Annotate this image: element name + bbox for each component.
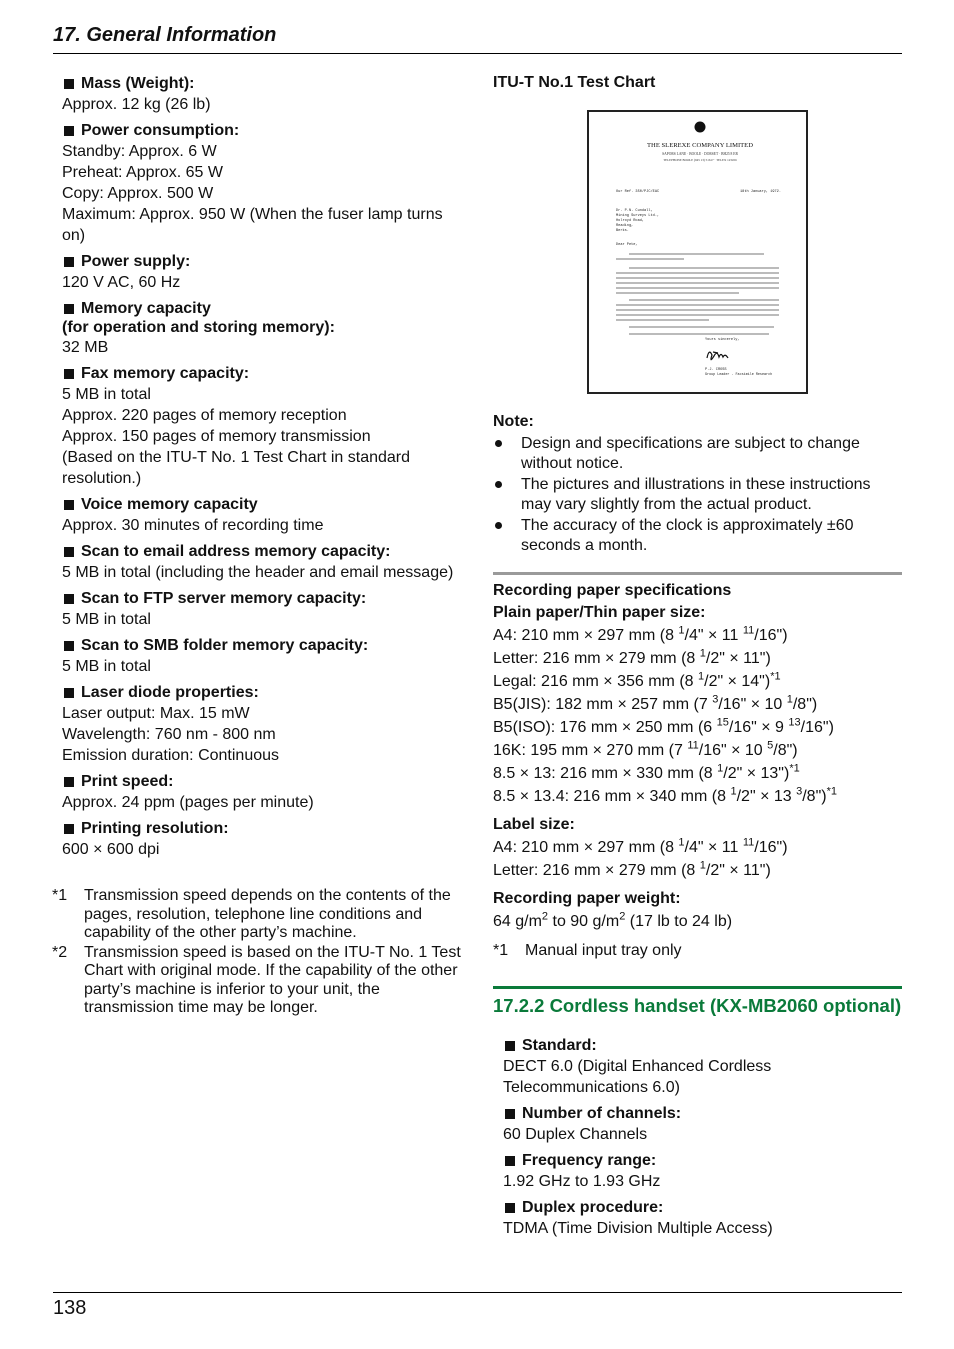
spec-value: Laser output: Max. 15 mW (62, 705, 250, 722)
spec-title-text: Fax memory capacity: (81, 365, 250, 382)
note-text: Design and specifications are subject to change without notice. (521, 435, 860, 472)
test-chart-section (493, 72, 902, 92)
spec-value: 5 MB in total (62, 611, 151, 628)
square-bullet-icon (64, 126, 74, 136)
footnote-mark: *1 (493, 942, 509, 959)
paper-weight-value: 64 $g/m^2$ to 90 $g/m^2$ (17 lb to 24 lb) (493, 910, 733, 930)
cordless-handset-section (493, 986, 902, 1245)
fraction-numerator: 1 (678, 836, 685, 849)
chart-phone: TELEPHONE BOOLE (945 13) 51617 · TELEX 123456 (663, 158, 737, 162)
spec-title-text: Duplex procedure: (522, 1199, 664, 1216)
label-size-list (493, 836, 902, 882)
fraction-numerator: 1 (730, 785, 737, 798)
page-footer (53, 1292, 902, 1321)
square-bullet-icon (505, 1041, 515, 1051)
footnote-mark: *2 (52, 943, 68, 961)
spec-title-text: Power consumption: (81, 122, 240, 139)
fraction-denominator: 8 (797, 696, 807, 713)
section-title: 17. General Information (53, 24, 277, 46)
spec-title-text: Number of channels: (522, 1105, 682, 1122)
spec-title-text: Voice memory capacity (81, 496, 258, 513)
note-title: Note: (493, 413, 534, 430)
bullet-icon (495, 522, 502, 529)
size-text: Legal: 216 mm × 356 mm (8 (493, 673, 698, 690)
spec-item (503, 1036, 902, 1098)
footnote-ref: *1 (770, 670, 781, 683)
chart-address: SAPORS LANE · BOOLE · DORSET · BH25 8 ER (662, 152, 738, 156)
fraction-numerator: 11 (687, 739, 699, 752)
fraction-denominator: 2 (708, 673, 718, 690)
recording-heading: Recording paper specifications (493, 582, 732, 599)
fraction-numerator: 15 (716, 716, 729, 729)
paper-size-row: B5(JIS): 182 mm × 257 mm (7 $^3$/16" × 10 $^1$/8") (493, 693, 818, 713)
note-text: The accuracy of the clock is approximately ±60 seconds a month. (521, 517, 854, 554)
paper-size-row: A4: 210 mm × 297 mm (8 $^1$/4" × 11 $^{11}$/16") (493, 836, 788, 856)
fraction-numerator: 3 (712, 693, 719, 706)
chart-company: THE SLEREXE COMPANY LIMITED (647, 142, 753, 149)
size-text: " × 14") (717, 673, 771, 690)
plain-paper-heading: Plain paper/Thin paper size: (493, 604, 706, 621)
footnote-text: Manual input tray only (525, 942, 682, 959)
fraction-numerator: 5 (767, 739, 774, 752)
logo-icon (695, 122, 706, 133)
size-text: 8.5 × 13.4: 216 mm × 340 mm (8 (493, 788, 731, 805)
spec-item (62, 364, 462, 489)
size-text: 16K: 195 mm × 270 mm (7 (493, 742, 688, 759)
chart-our-ref: Our Ref. 350/PJC/EAC (616, 190, 660, 194)
fraction-numerator: 1 (678, 624, 685, 637)
footnote-text: Transmission speed depends on the contents of the pages, resolution, telephone line conditions and capability of the other party’s machine. (84, 887, 451, 941)
spec-title (62, 683, 462, 702)
spec-title (62, 121, 462, 140)
fraction-numerator: 1 (786, 693, 793, 706)
spec-value: Approx. 220 pages of memory reception (62, 407, 347, 424)
paper-size-row: 8.5 × 13: 216 mm × 330 mm (8 $^1$/2" × 13")$^{*1}$ (493, 762, 800, 782)
spec-title (503, 1036, 902, 1055)
square-bullet-icon (64, 688, 74, 698)
fraction-denominator: 16 (703, 742, 721, 759)
paper-size-row: 8.5 × 13.4: 216 mm × 340 mm (8 $^1$/2" × 13 $^3$/8")$^{*1}$ (493, 785, 837, 805)
size-text: " × 11") (719, 862, 771, 879)
spec-item (503, 1198, 902, 1239)
chart-salutation: Dear Pete, (616, 243, 638, 247)
spec-value: Approx. 24 ppm (pages per minute) (62, 794, 314, 811)
square-bullet-icon (64, 257, 74, 267)
spec-value: 120 V AC, 60 Hz (62, 274, 181, 291)
chart-recipient-line: Holroyd Road, (616, 219, 645, 223)
square-bullet-icon (64, 777, 74, 787)
spec-value: 32 MB (62, 339, 109, 356)
fraction-numerator: 1 (697, 670, 705, 683)
square-bullet-icon (64, 547, 74, 557)
spec-value: Standby: Approx. 6 W (62, 143, 217, 160)
size-text: ") (806, 696, 818, 713)
spec-title-text: Power supply: (81, 253, 191, 270)
square-bullet-icon (505, 1109, 515, 1119)
spec-value: 60 Duplex Channels (503, 1126, 648, 1143)
size-text: " × 10 (720, 742, 768, 759)
spec-title (62, 542, 462, 561)
spec-value: DECT 6.0 (Digital Enhanced Cordless Telecommunications 6.0) (503, 1058, 772, 1096)
spec-title-text: Scan to FTP server memory capacity: (81, 590, 367, 607)
square-bullet-icon (64, 369, 74, 379)
test-chart-image (587, 110, 808, 394)
fraction-numerator: 1 (717, 762, 724, 775)
chart-recipient-line: Reading, (616, 224, 634, 228)
square-bullet-icon (64, 304, 74, 314)
spec-item (62, 589, 462, 630)
paper-size-row: 16K: 195 mm × 270 mm (7 $^{11}$/16" × 10 $^5$/8") (493, 739, 798, 759)
fraction-denominator: 16 (758, 839, 777, 856)
fraction-denominator: 2 (741, 788, 750, 805)
spec-title (62, 772, 462, 791)
size-text: " × 11 (697, 627, 743, 644)
spec-item (62, 495, 462, 536)
size-text: ") (822, 719, 834, 736)
spec-value: 5 MB in total (including the header and email message) (62, 564, 454, 581)
paper-weight-heading: Recording paper weight: (493, 890, 681, 907)
spec-item (62, 252, 462, 293)
note-text: The pictures and illustrations in these instructions may vary slightly from the actual product. (521, 476, 871, 513)
spec-title-text: Laser diode properties: (81, 684, 259, 701)
paper-size-row: B5(ISO): 176 mm × 250 mm (6 $^{15}$/16" × 9 $^{13}$/16") (493, 716, 834, 736)
fraction-denominator: 2 (710, 650, 720, 667)
chart-recipient-line: Berks. (616, 229, 629, 233)
spec-title (62, 589, 462, 608)
spec-title (503, 1151, 902, 1170)
spec-item (62, 121, 462, 246)
fraction-denominator: 16 (733, 719, 752, 736)
square-bullet-icon (64, 824, 74, 834)
paper-size-row: Legal: 216 mm × 356 mm (8 $^1$/2" × 14")$^{*1}$ (493, 670, 781, 690)
footnote-mark: *1 (52, 887, 68, 904)
spec-title-text: Scan to SMB folder memory capacity: (81, 637, 369, 654)
page-number: 138 (53, 1297, 87, 1319)
footnote-ref: *1 (789, 762, 800, 775)
fraction-denominator: 4 (688, 627, 698, 644)
spec-title (62, 364, 462, 383)
size-text: ") (776, 627, 788, 644)
recording-paper-section (493, 572, 902, 962)
spec-value: Copy: Approx. 500 W (62, 185, 214, 202)
size-text: " × 9 (751, 719, 789, 736)
square-bullet-icon (64, 641, 74, 651)
fraction-denominator: 2 (727, 765, 737, 782)
test-chart-label: ITU-T No.1 Test Chart (493, 74, 656, 91)
recording-footnote (493, 939, 902, 962)
bullet-icon (495, 440, 502, 447)
chart-closing: Yours sincerely, (705, 338, 740, 342)
size-text: " × 11") (719, 650, 771, 667)
chart-recipient-line: Dr. P.N. Cundall, (616, 209, 653, 213)
cordless-title: 17.2.2 Cordless handset (KX-MB2060 optional) (493, 995, 902, 1016)
chart-signer: P.J. CROSS (705, 368, 727, 372)
paper-size-row: Letter: 216 mm × 279 mm (8 $^1$/2" × 11") (493, 647, 771, 667)
spec-item (503, 1151, 902, 1192)
note-section (493, 412, 902, 555)
spec-title (62, 252, 462, 271)
square-bullet-icon (64, 79, 74, 89)
spec-value: Approx. 150 pages of memory transmission (62, 428, 371, 445)
footnote-text: Transmission speed is based on the ITU-T No. 1 Test Chart with original mode. If the capability of the other party’s machine is inferior to your unit, the transmission time may be longer. (84, 943, 461, 1016)
spec-title (62, 495, 462, 514)
square-bullet-icon (64, 594, 74, 604)
spec-item (62, 683, 462, 766)
spec-title-text: Scan to email address memory capacity: (81, 543, 391, 560)
fraction-numerator: 11 (742, 624, 755, 637)
note-item (493, 516, 902, 555)
signature-mark (707, 352, 728, 360)
spec-value: TDMA (Time Division Multiple Access) (503, 1220, 773, 1237)
spec-value: Wavelength: 760 nm - 800 nm (62, 726, 276, 743)
chart-signer-title: Group Leader - Facsimile Research (705, 373, 773, 377)
spec-item (62, 542, 462, 583)
note-item (493, 475, 902, 514)
spec-title (62, 74, 462, 93)
fraction-numerator: 13 (788, 716, 801, 729)
fraction-denominator: 2 (710, 862, 720, 879)
footnote (52, 887, 462, 943)
size-text: A4: 210 mm × 297 mm (8 (493, 627, 679, 644)
note-item (493, 434, 902, 473)
spec-value: Emission duration: Continuous (62, 747, 280, 764)
size-text: B5(ISO): 176 mm × 250 mm (6 (493, 719, 717, 736)
fraction-denominator: 16 (758, 627, 777, 644)
spec-title-text: Print speed: (81, 773, 174, 790)
size-text: B5(JIS): 182 mm × 257 mm (7 (493, 696, 713, 713)
left-spec-list (62, 74, 462, 866)
size-text: " × 13 (749, 788, 797, 805)
chart-recipient-line: Mining Surveys Ltd., (616, 214, 660, 218)
size-text: Letter: 216 mm × 279 mm (8 (493, 862, 700, 879)
spec-title-text: Frequency range: (522, 1152, 657, 1169)
size-text: ") (786, 742, 798, 759)
size-text: " × 13") (736, 765, 790, 782)
footnote-ref: *1 (826, 785, 837, 798)
spec-value: 5 MB in total (62, 386, 151, 403)
square-bullet-icon (505, 1203, 515, 1213)
bullet-icon (495, 481, 502, 488)
footnote (52, 944, 462, 1018)
spec-title-text: Standard: (522, 1037, 597, 1054)
fraction-numerator: 1 (699, 647, 706, 660)
fraction-denominator: 4 (688, 839, 698, 856)
label-size-heading: Label size: (493, 816, 575, 833)
fraction-numerator: 11 (742, 836, 755, 849)
page-header (53, 22, 902, 54)
spec-title-text: Memory capacity (81, 300, 211, 317)
fraction-denominator: 8 (806, 788, 816, 805)
spec-value: Maximum: Approx. 950 W (When the fuser lamp turns on) (62, 206, 443, 244)
spec-item (62, 636, 462, 677)
spec-title-text: Printing resolution: (81, 820, 229, 837)
fraction-denominator: 8 (777, 742, 787, 759)
spec-item (62, 819, 462, 860)
spec-title (62, 636, 462, 655)
cordless-spec-list (493, 1036, 902, 1239)
spec-value: Preheat: Approx. 65 W (62, 164, 223, 181)
spec-item (503, 1104, 902, 1145)
spec-value: Approx. 12 kg (26 lb) (62, 96, 211, 113)
spec-title (503, 1104, 902, 1123)
spec-title (503, 1198, 902, 1217)
fraction-denominator: 16 (722, 696, 741, 713)
size-text: A4: 210 mm × 297 mm (8 (493, 839, 679, 856)
size-text: Letter: 216 mm × 279 mm (8 (493, 650, 700, 667)
spec-value: Approx. 30 minutes of recording time (62, 517, 324, 534)
footnote-list (52, 887, 462, 1019)
fraction-numerator: 1 (699, 859, 706, 872)
size-text: ") (776, 839, 788, 856)
spec-item (62, 74, 462, 115)
spec-title-text: Mass (Weight): (81, 75, 195, 92)
fraction-numerator: 3 (796, 785, 803, 798)
paper-size-row: A4: 210 mm × 297 mm (8 $^1$/4" × 11 $^{11}$/16") (493, 624, 788, 644)
spec-value: 600 × 600 dpi (62, 841, 160, 858)
square-bullet-icon (505, 1156, 515, 1166)
spec-subtitle: (for operation and storing memory): (62, 319, 335, 336)
size-text: 8.5 × 13: 216 mm × 330 mm (8 (493, 765, 718, 782)
size-text: " × 10 (740, 696, 787, 713)
spec-value: (Based on the ITU-T No. 1 Test Chart in standard resolution.) (62, 449, 411, 487)
spec-title (62, 299, 462, 318)
fraction-denominator: 16 (805, 719, 823, 736)
chart-date: 18th January, 1972. (740, 190, 781, 194)
plain-paper-size-list (493, 624, 902, 808)
spec-item (62, 299, 462, 358)
spec-value: 5 MB in total (62, 658, 151, 675)
spec-title (62, 819, 462, 838)
size-text: " × 11 (697, 839, 743, 856)
spec-value: 1.92 GHz to 1.93 GHz (503, 1173, 661, 1190)
paper-size-row: Letter: 216 mm × 279 mm (8 $^1$/2" × 11") (493, 859, 771, 879)
square-bullet-icon (64, 500, 74, 510)
spec-item (62, 772, 462, 813)
size-text: ") (815, 788, 827, 805)
